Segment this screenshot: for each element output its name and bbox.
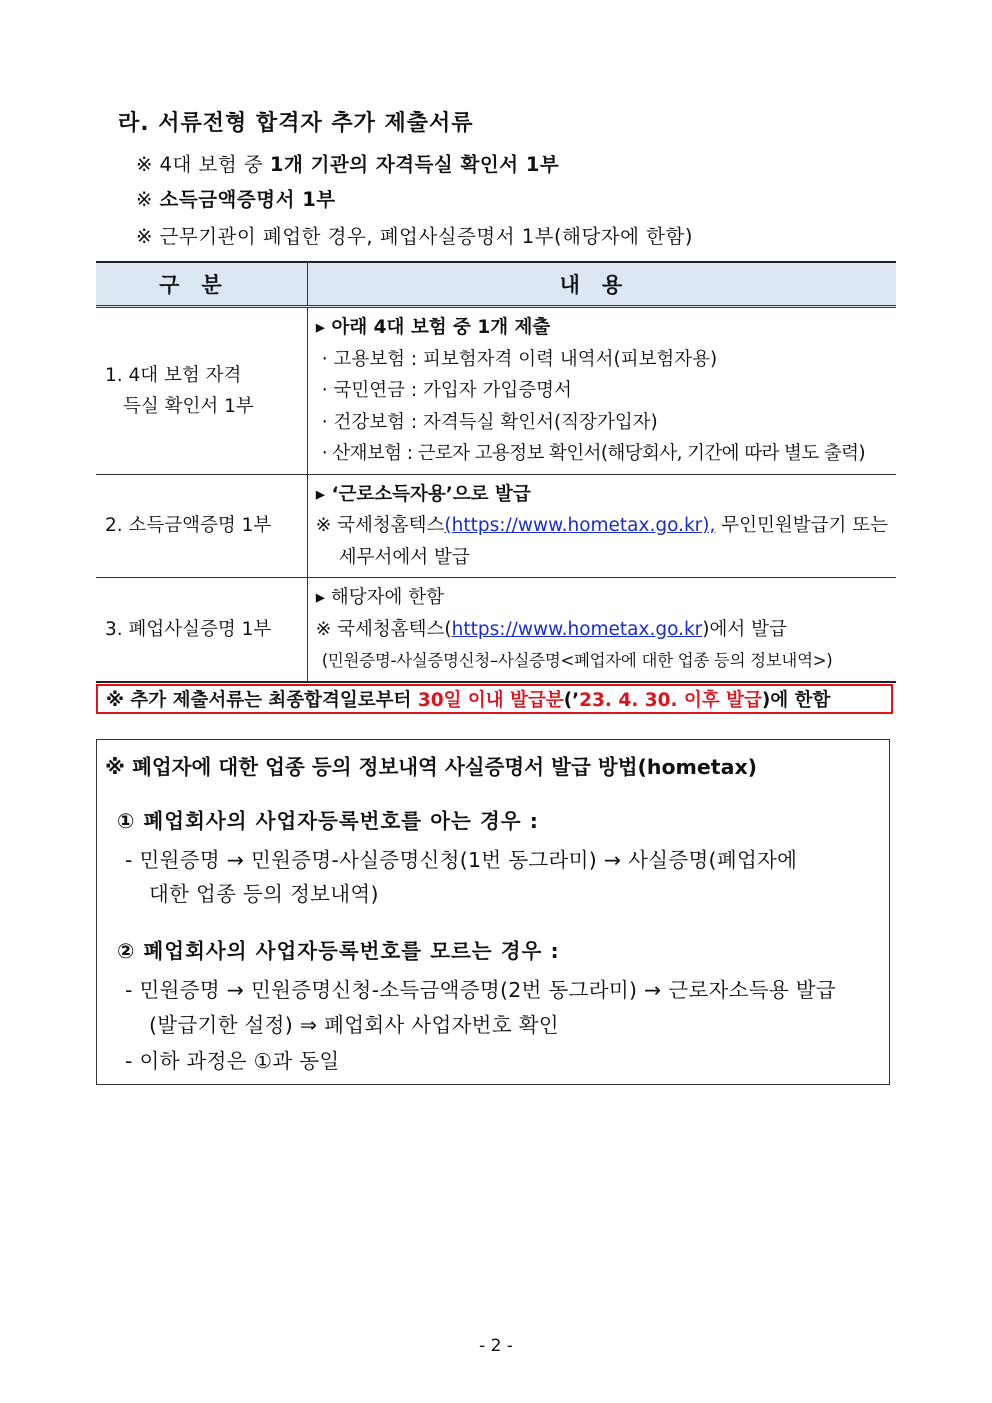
case1-step-cont: 대한 업종 등의 정보내역) (149, 882, 379, 906)
table-row (96, 578, 896, 682)
case1-heading: ① 폐업회사의 사업자등록번호를 아는 경우 : (117, 809, 539, 833)
table-header-row (96, 262, 896, 307)
hometax-link[interactable]: (https://www.hometax.go.kr), (444, 515, 716, 536)
row-content: ▸ 아래 4대 보험 중 1개 제출 · 고용보험 : 피보험자격 이력 내역서(피보험자용) · 국민연금 : 가입자 가입증명서 · 건강보험 : 자격득실 확인서(직장가입자) · 산재보험 : 근로자 고용정보 확인서(해당회사, 기간에 따라 별도 출력) (307, 307, 896, 475)
row-label: 2. 소득금액증명 1부 (96, 474, 307, 578)
row-content: ▸ 해당자에 한함 ※ 국세청홈텍스(https://www.hometax.go.kr)에서 발급 (민원증명-사실증명신청–사실증명<폐업자에 대한 업종 등의 정보내역>) (307, 578, 896, 682)
note-insurance: ※ 4대 보험 중 1개 기관의 자격득실 확인서 1부 (136, 153, 560, 176)
case2-remaining: - 이하 과정은 ①과 동일 (125, 1049, 340, 1073)
table-row (96, 474, 896, 578)
documents-table (96, 261, 896, 683)
deadline-notice: ※ 추가 제출서류는 최종합격일로부터 30일 이내 발급분(’23. 4. 30. 이후 발급)에 한함 (96, 684, 893, 714)
section-title: 라. 서류전형 합격자 추가 제출서류 (118, 111, 474, 136)
table-row (96, 307, 896, 475)
note-closure: ※ 근무기관이 폐업한 경우, 폐업사실증명서 1부(해당자에 한함) (136, 225, 693, 248)
case2-step-cont: (발급기한 설정) ⇒ 폐업회사 사업자번호 확인 (149, 1013, 559, 1037)
case1-step: - 민원증명 → 민원증명-사실증명신청(1번 동그라미) → 사실증명(폐업자에 (125, 848, 798, 872)
page-number: - 2 - (479, 1336, 513, 1356)
case2-heading: ② 폐업회사의 사업자등록번호를 모르는 경우 : (117, 939, 560, 963)
box-title: ※ 폐업자에 대한 업종 등의 정보내역 사실증명서 발급 방법(hometax) (105, 755, 758, 779)
row-label: 3. 폐업사실증명 1부 (96, 578, 307, 682)
row-label: 1. 4대 보험 자격 득실 확인서 1부 (96, 307, 307, 475)
hometax-link[interactable]: https://www.hometax.go.kr (451, 618, 703, 640)
case2-step: - 민원증명 → 민원증명신청-소득금액증명(2번 동그라미) → 근로자소득용 발급 (125, 978, 836, 1002)
header-content: 내용 (307, 262, 896, 307)
row-content: ▸ ‘근로소득자용’으로 발급 ※ 국세청홈텍스(https://www.hometax.go.kr), 무인민원발급기 또는 세무서에서 발급 (307, 474, 896, 578)
header-category: 구분 (96, 262, 307, 307)
issuance-method-box (96, 739, 890, 1085)
note-income: ※ 소득금액증명서 1부 (136, 188, 336, 211)
